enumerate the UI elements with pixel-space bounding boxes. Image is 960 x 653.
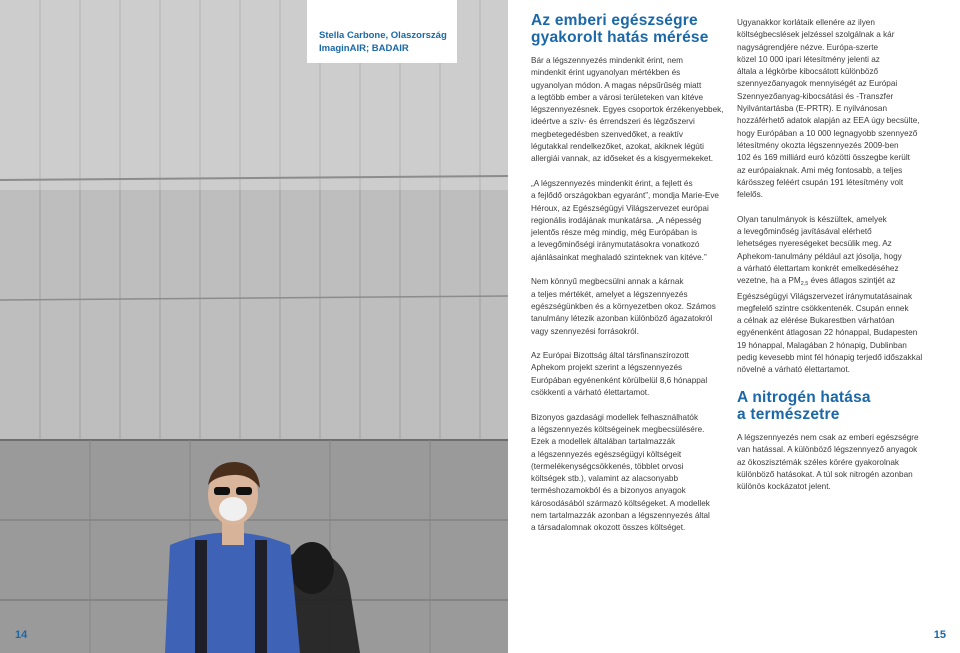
pm-text-before: Olyan tanulmányok is készültek, amelyek a levegőminőség javításával elérhető lehetséges nyereségeket becsülik meg. Az Aphekom-tanulmány például azt jósolja, hogy a várható élettartam konkrét emelkedéséhez vezetne, ha a PM (737, 214, 902, 286)
paragraph: Az Európai Bizottság által társfinanszírozott Aphekom projekt szerint a légszennyezés Európában egyénenként körülbelül 8,6 hónappal csökkenti a várható élettartamot. (531, 351, 708, 398)
pm-text-after: éves átlagos szintjét az Egészségügyi Világszervezet iránymutatásainak megfelelő szintre csökkentenék. Csupán ennek a célnak az elérése Bukarestben várhatóan egyénenként átlagosan 22 hónappal, Budapesten 19 hónappal, Malagában 2 hónapig, Dublinban pedig kevesebb mint fél hónapig terjedő időszakkal növelné a várható élettartamot. (737, 276, 923, 375)
text-column-1 (531, 12, 727, 547)
section-heading: Az emberi egészségre gyakorolt hatás mérése (531, 12, 709, 46)
page-number-right: 15 (933, 629, 946, 641)
page-number-left: 14 (15, 629, 28, 641)
section-heading-2: A nitrogén hatása a természetre (737, 388, 871, 423)
caption-author: Stella Carbone, Olaszország (319, 30, 447, 41)
pm-subscript: 2,5 (800, 281, 809, 288)
paragraph: A légszennyezés nem csak az emberi egészségre van hatással. A különböző légszennyező anyagok az ökoszisztémák széles körére gyakorolnak különböző hatásokat. A túl sok nitrogén azonban különös kockázatot jelent. (737, 432, 919, 492)
paragraph: Nem könnyű megbecsülni annak a kárnak a teljes mértékét, amelyet a légszennyezés egészségünkben és a környezetben okoz. Számos tanulmány létezik azonban különböző ágazatokról vagy szennyezési forrásokról. (531, 277, 716, 336)
photo-caption (307, 0, 457, 63)
caption-project: ImaginAIR; BADAIR (319, 43, 409, 54)
text-column-2 (737, 17, 937, 506)
paragraph: Bár a légszennyezés mindenkit érint, nem mindenkit érint ugyanolyan mértékben és ugyanolyan módon. A magas népsűrűség miatt a legtöbb ember a városi területeken van kitéve légszennyezésnek. Egyes csoportok érzékenyebbek, ideértve a szív- és érrendszeri és légzőszervi megbetegedésben szenvedőket, a reaktív légutakkal rendelkezőket, azokat, akiknek légúti allergiái vannak, az időseket és a kisgyermekeket. (531, 56, 724, 164)
paragraph: Ugyanakkor korlátaik ellenére az ilyen költségbecslések jelzéssel szolgálnak a kár nagyságrendjére nézve. Európa-szerte közel 10 000 ipari létesítmény jelenti az általa a légkörbe kibocsátott különböző szennyezőanyagok mennyiségét az Európai Szennyezőanyag-kibocsátási és -Transzfer Nyilvántartásba (E-PRTR). E nyilvánosan hozzáférhető adatok alapján az EEA úgy becsülte, hogy Európában a 10 000 legnagyobb szennyező létesítmény okozta légszennyezés 2009-ben 102 és 169 milliárd euró közötti összegbe került az európaiaknak. Ami még fontosabb, a teljes kárösszeg feléért csupán 191 létesítmény volt felelős. (737, 18, 920, 200)
paragraph: Bizonyos gazdasági modellek felhasználhatók a légszennyezés költségeinek megbecsülésére. Ezek a modellek általában tartalmazzák a légszennyezés egészségügyi költségeit (termelékenységcsökkenés, többlet orvosi költségek stb.), valamint az alacsonyabb terméshozamokból és a bizonyos anyagok károsodásából származó költségeket. A modellek nem tartalmazzák azonban a légszennyezés által a társadalomnak okozott összes költséget. (531, 412, 710, 533)
quote-paragraph: „A légszennyezés mindenkit érint, a fejlett és a fejlődő országokban egyaránt”, mondja Marie-Eve Héroux, az Egészségügyi Világszervezet európai regionális irodájának munkatársa. „A népesség jelentős része még mindig, még Európában is a levegőminőségi iránymutatásokra vonatkozó ajánlásainkat meghaladó szinteknek van kitéve.” (531, 178, 719, 262)
paragraph-pm (737, 214, 937, 377)
